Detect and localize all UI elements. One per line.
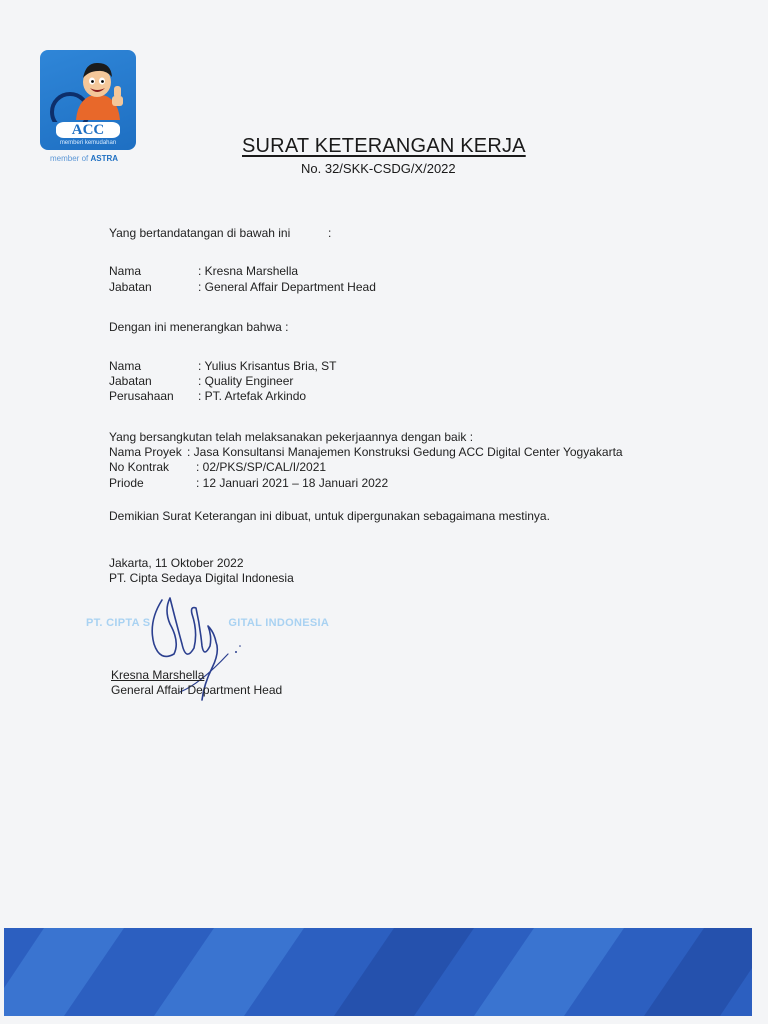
signer-title: General Affair Department Head [111,683,283,697]
project-period-value: : 12 Januari 2021 – 18 Januari 2022 [196,476,389,490]
logo-member-of [50,154,150,163]
project-name-value: : Jasa Konsultansi Manajemen Konstruksi Gedung ACC Digital Center Yogyakarta [187,445,623,459]
logo-brand-text: ACC [56,122,120,138]
member-prefix: member of [50,154,89,163]
logo-tagline: memberi kemudahan [59,140,117,146]
stamp-text-left: PT. CIPTA S [86,617,151,629]
signatory-position-label: Jabatan [109,280,152,294]
footer-band [4,928,752,1016]
intro-colon: : [328,226,332,240]
employee-name-value: : Yulius Krisantus Bria, ST [198,359,337,373]
project-contract-label: No Kontrak [109,460,170,474]
document-number: No. 32/SKK-CSDG/X/2022 [301,161,456,176]
footer-stripes [4,928,752,1016]
employee-position-value: : Quality Engineer [198,374,294,388]
acc-logo [40,50,136,163]
signatory-position-value: : General Affair Department Head [198,280,376,294]
intro-text: Yang bertandatangan di bawah ini [109,226,291,240]
employee-position-label: Jabatan [109,374,152,388]
statement-text: Dengan ini menerangkan bahwa : [109,320,289,334]
employee-company-value: : PT. Artefak Arkindo [198,389,307,403]
project-period-label: Priode [109,476,144,490]
signer-name: Kresna Marshella [111,668,205,682]
employee-company-label: Perusahaan [109,389,174,403]
signatory-name-value: : Kresna Marshella [198,264,299,278]
place-date: Jakarta, 11 Oktober 2022 [109,556,244,570]
mascot-icon [40,50,136,122]
employee-name-label: Nama [109,359,142,373]
project-intro: Yang bersangkutan telah melaksanakan pekerjaannya dengan baik : [109,430,474,444]
signatory-name-label: Nama [109,264,142,278]
logo-badge [40,50,136,150]
closing-text: Demikian Surat Keterangan ini dibuat, untuk dipergunakan sebagaimana mestinya. [109,509,550,523]
project-name-label: Nama Proyek [109,445,182,459]
stamp-text-right: GITAL INDONESIA [228,617,330,629]
signing-company: PT. Cipta Sedaya Digital Indonesia [109,571,294,585]
project-contract-value: : 02/PKS/SP/CAL/I/2021 [196,460,327,474]
member-brand: ASTRA [90,154,119,163]
document-title: SURAT KETERANGAN KERJA [242,135,526,157]
